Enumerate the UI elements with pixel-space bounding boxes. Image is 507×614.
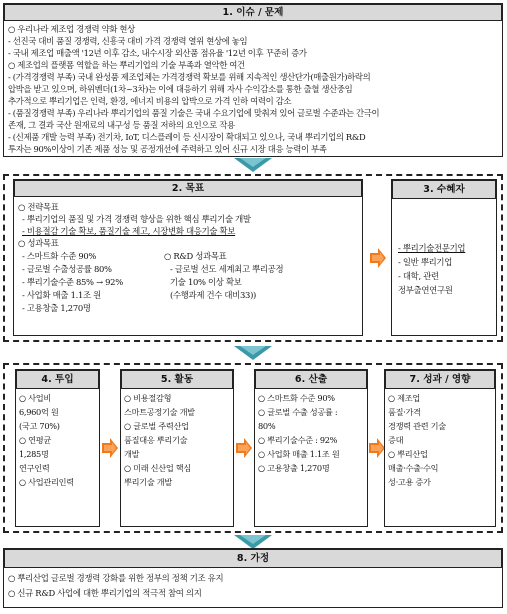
performance-item: - 사업화 매출 1.1조 원 [22, 290, 101, 300]
assumption-line: ○ 신규 R&D 사업에 대한 뿌리기업의 적극적 참여 의지 [8, 588, 202, 598]
issue-line: - 국내 제조업 매출액 '12년 이후 감소, 내수시장 외산품 점유율 '12년 이후 꾸준히 증가 [8, 48, 307, 58]
output-line: 80% [258, 421, 276, 431]
output-line: ○ 글로벌 수출 성공률 : [258, 407, 338, 417]
output-line: ○ 고용창출 1,270명 [258, 463, 330, 473]
beneficiary-item: 정부출연연구원 [398, 285, 453, 295]
beneficiary-item: - 대학, 관련 [398, 271, 439, 281]
issue-line: - (신제품 개발 능력 부족) 전기차, IoT, 디스플레이 등 신시장이 확대되고 있으나, 국내 뿌리기업의 R&D [8, 132, 366, 142]
right-arrow-icon [236, 438, 252, 458]
result-title: 7. 성과 / 영향 [385, 370, 495, 389]
input-line: 1,285명 [19, 449, 49, 459]
rnd-goal-item: (수행과제 건수 대비33)) [170, 290, 257, 300]
activity-line: 품질대응 뿌리기술 [124, 435, 188, 445]
result-box [384, 369, 496, 527]
result-line: 경쟁력 관련 기술 [388, 421, 446, 431]
output-line: ○ 사업화 매출 1.1조 원 [258, 449, 340, 459]
output-line: ○ 뿌리기술수준 : 92% [258, 435, 338, 445]
output-line: ○ 스마트화 수준 90% [258, 393, 335, 403]
result-line: 성·고용 증가 [388, 477, 431, 487]
activity-box [120, 369, 234, 527]
goal-box [13, 179, 363, 336]
beneficiary-title: 3. 수혜자 [392, 180, 496, 199]
rnd-goal-heading: ○ R&D 성과목표 [164, 251, 227, 261]
issue-line: - 선진국 대비 품질 경쟁력, 신흥국 대비 가격 경쟁력 열위 현상에 놓임 [8, 36, 248, 46]
down-arrow-icon [234, 346, 272, 360]
right-arrow-icon [102, 438, 118, 458]
issue-body [4, 21, 502, 156]
input-box [15, 369, 100, 527]
result-line: ○ 뿌리산업 [388, 449, 428, 459]
input-line: (국고 70%) [19, 421, 60, 431]
issue-line: - (품질경쟁력 부족) 우리나라 뿌리기업의 품질 기술은 국내 수요기업에 맞춰져 있어 글로벌 수준과는 간극이 [8, 108, 380, 118]
result-line: 증대 [388, 435, 404, 445]
issue-line: 존재, 그 결과 국산 원재료의 내구성 등 품질 저하의 요인으로 작용 [8, 120, 235, 130]
output-box [254, 369, 368, 527]
result-line: ○ 제조업 [388, 393, 420, 403]
issue-title: 1. 이슈 / 문제 [4, 4, 502, 21]
beneficiary-box [391, 179, 497, 336]
performance-item: - 고용창출 1,270명 [22, 303, 91, 313]
activity-line: ○ 비용절감형 [124, 393, 172, 403]
activity-title: 5. 활동 [121, 370, 233, 389]
rnd-goal-item: 기술 10% 이상 확보 [170, 277, 242, 287]
assumption-line: ○ 뿌리산업 글로벌 경쟁력 강화를 위한 정부의 정책 기조 유지 [8, 573, 224, 583]
performance-item: - 스마트화 수준 90% [22, 251, 97, 261]
issue-box [3, 3, 503, 157]
result-line: 품질·가격 [388, 407, 421, 417]
beneficiary-item: - 일반 뿌리기업 [398, 257, 452, 267]
issue-line: 투자는 90%이상이 기존 제품 성능 및 공정개선에 주력하고 있어 신규 시장 대응 능력이 부족 [8, 144, 327, 154]
goal-title: 2. 목표 [14, 180, 362, 197]
input-line: ○ 사업관리인력 [19, 477, 74, 487]
input-line: ○ 연평균 [19, 435, 51, 445]
issue-line: ○ 제조업의 플랫폼 역할을 하는 뿌리기업의 기술 부족과 열악한 여건 [8, 60, 245, 70]
assumption-title: 8. 가정 [4, 549, 502, 568]
activity-line: ○ 미래 신산업 핵심 [124, 463, 192, 473]
right-arrow-icon [369, 438, 385, 458]
performance-heading: ○ 성과목표 [18, 238, 59, 248]
activity-line: 뿌리기술 개발 [124, 477, 172, 487]
input-line: 6,960억 원 [19, 407, 59, 417]
activity-line: 스마트공정기술 개발 [124, 407, 195, 417]
input-line: ○ 사업비 [19, 393, 51, 403]
down-arrow-icon [234, 535, 272, 549]
issue-line: - (가격경쟁력 부족) 국내 완성품 제조업체는 가격경쟁력 확보를 위해 지속적인 생산단가(매출원가)하락의 [8, 72, 371, 82]
input-title: 4. 투입 [16, 370, 99, 389]
activity-line: ○ 글로벌 주력산업 [124, 421, 189, 431]
issue-line: 추가적으로 뿌리기업은 인력, 환경, 에너지 비용의 압박으로 가격 인하 여력이 감소 [8, 96, 292, 106]
strategy-item: - 뿌리기업의 품질 및 가격 경쟁력 향상을 위한 핵심 뿌리기술 개발 [22, 214, 251, 224]
beneficiary-item: - 뿌리기술전문기업 [398, 243, 466, 253]
performance-item: - 글로벌 수출성공률 80% [22, 264, 112, 274]
assumption-box [3, 548, 503, 608]
down-arrow-icon [234, 158, 272, 172]
issue-line: 압박을 받고 있으며, 하위벤더(1차~3차)는 이에 대응하기 위해 자사 수익감소를 통한 출혈 생산중임 [8, 84, 353, 94]
activity-line: 개발 [124, 449, 140, 459]
result-line: 매출·수출·수익 [388, 463, 439, 473]
rnd-goal-item: - 글로벌 선도 세계최고 뿌리공정 [170, 264, 284, 274]
output-title: 6. 산출 [255, 370, 367, 389]
performance-item: - 뿌리기술수준 85% → 92% [22, 277, 123, 287]
issue-line: ○ 우리나라 제조업 경쟁력 약화 현상 [8, 24, 135, 34]
input-line: 연구인력 [19, 463, 50, 473]
right-arrow-icon [370, 248, 386, 268]
strategy-heading: ○ 전략목표 [18, 202, 59, 212]
strategy-item: - 비용절감 기술 확보, 품질기술 제고, 시장변화 대응기술 확보 [22, 226, 236, 236]
